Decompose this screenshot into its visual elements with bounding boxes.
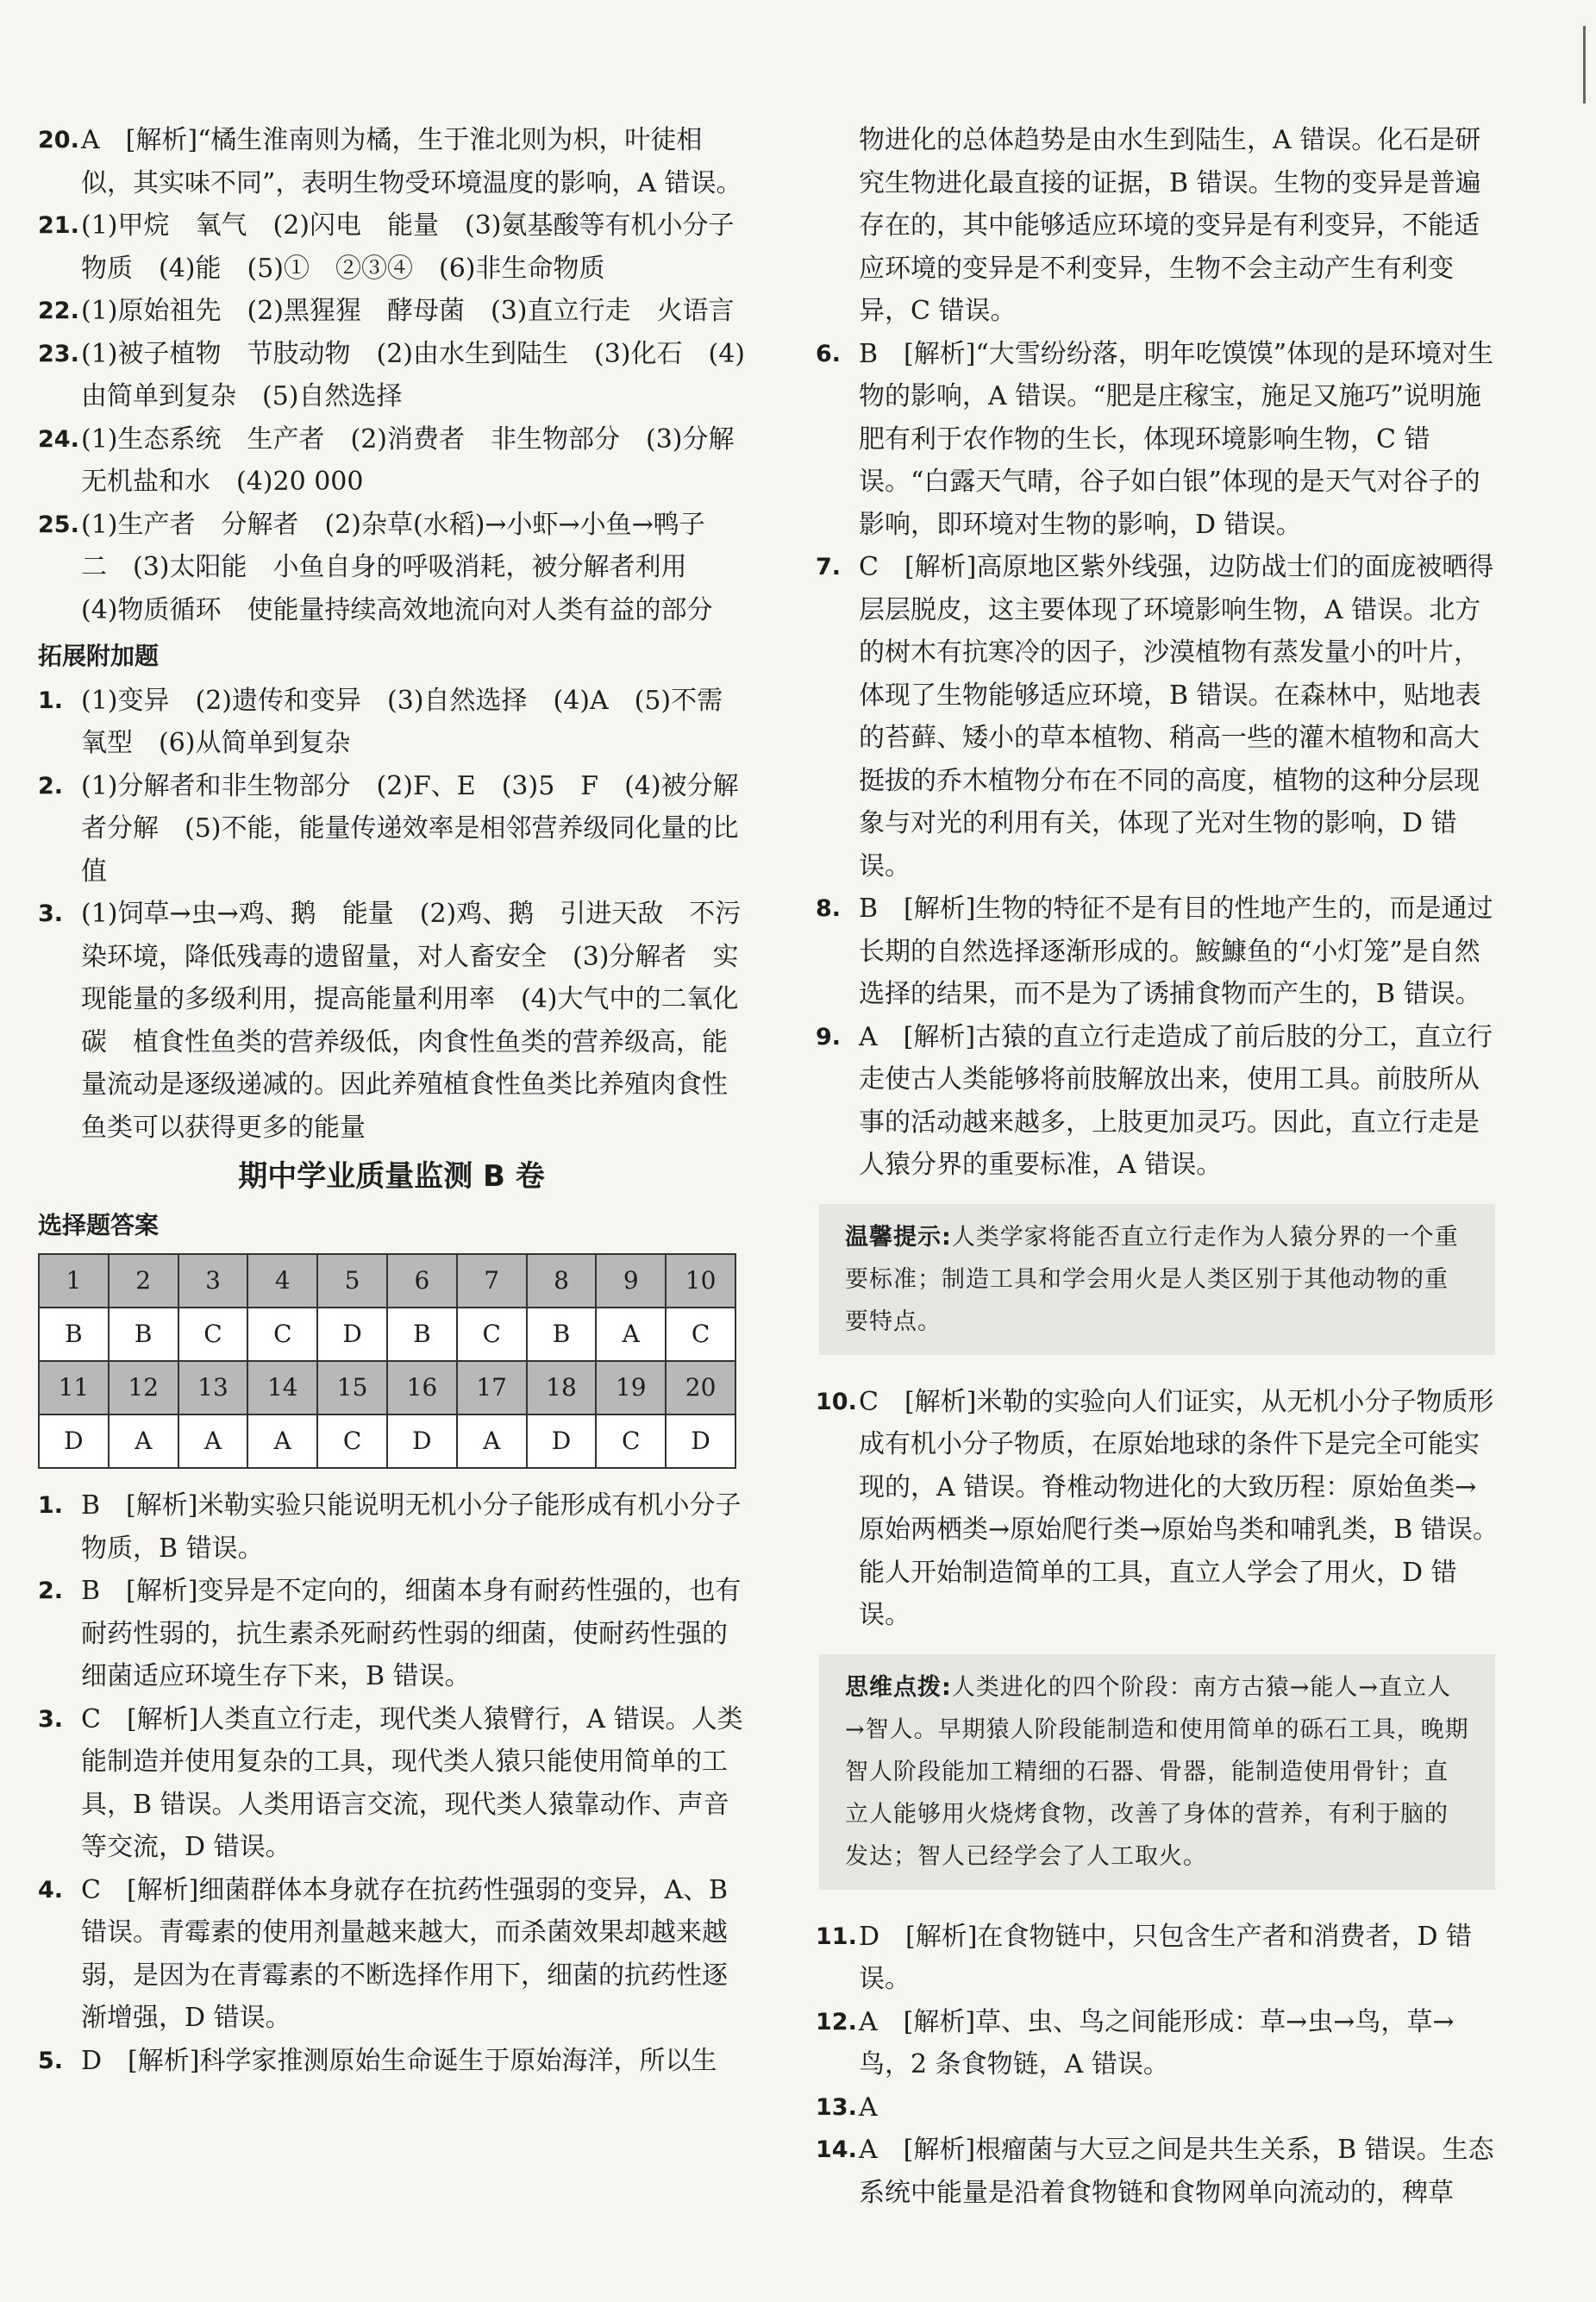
answer-table-number-row	[39, 1254, 735, 1308]
answer-table-answer-row	[39, 1414, 735, 1468]
answer-item: 22. (1)原始祖先 (2)黑猩猩 酵母菌 (3)直立行走 火语言	[38, 296, 735, 326]
answer-item: 1. (1)变异 (2)遗传和变异 (3)自然选择 (4)A (5)不需氧型 (6)从简单到复杂	[38, 685, 723, 758]
right-column	[816, 119, 1499, 2214]
continuation-text: 物进化的总体趋势是由水生到陆生，A 错误。化石是研究生物进化最直接的证据，B 错误。生物的变异是普遍存在的，其中能够适应环境的变异是有利变异，不能适应环境的变异是不利变异，生物不会主动产生有利变异，C 错误。	[859, 125, 1481, 326]
answer-item: 2. (1)分解者和非生物部分 (2)F、E (3)5 F (4)被分解者分解 (5)不能，能量传递效率是相邻营养级同化量的比值	[38, 770, 739, 887]
answer-cell: A	[457, 1414, 527, 1468]
answer-item: 3. C [解析]人类直立行走，现代类人猿臂行，A 错误。人类能制造并使用复杂的工具，现代类人猿只能使用简单的工具，B 错误。人类用语言交流，现代类人猿靠动作、声音等交流，D 错误。	[38, 1703, 743, 1862]
tip-label: 温馨提示:	[845, 1223, 952, 1251]
answer-cell: D	[317, 1308, 387, 1361]
answer-item: 23. (1)被子植物 节肢动物 (2)由水生到陆生 (3)化石 (4)由简单到复杂 (5)自然选择	[38, 338, 745, 411]
question-number-cell: 8	[527, 1254, 597, 1308]
answer-table-number-row	[39, 1361, 735, 1414]
answer-item: 14. A [解析]根瘤菌与大豆之间是共生关系，B 错误。生态系统中能量是沿着食物链和食物网单向流动的，稗草	[816, 2135, 1494, 2208]
section-title: 期中学业质量监测 B 卷	[238, 1159, 545, 1194]
answer-cell: D	[666, 1414, 735, 1468]
answer-item: 11. D [解析]在食物链中，只包含生产者和消费者，D 错误。	[816, 1921, 1473, 1994]
question-number-cell: 11	[39, 1361, 109, 1414]
answer-cell: C	[178, 1308, 248, 1361]
question-number-cell: 1	[39, 1254, 109, 1308]
answer-item: 9. A [解析]古猿的直立行走造成了前后肢的分工，直立行走使古人类能够将前肢解放出来，使用工具。前肢所从事的活动越来越多，上肢更加灵巧。因此，直立行走是人猿分界的重要标准，A 错误。	[816, 1021, 1493, 1180]
question-number-cell: 6	[387, 1254, 457, 1308]
answer-cell: C	[317, 1414, 387, 1468]
answer-cell: C	[457, 1308, 527, 1361]
answer-item: 5. D [解析]科学家推测原始生命诞生于原始海洋，所以生	[38, 2045, 717, 2076]
b-items	[38, 1484, 745, 2082]
question-number-cell: 17	[457, 1361, 527, 1414]
answer-item: 13. A	[816, 2092, 878, 2123]
answer-item: 10. C [解析]米勒的实验向人们证实，从无机小分子物质形成有机小分子物质，在原始地球的条件下是完全可能实现的，A 错误。脊椎动物进化的大致历程：原始鱼类→原始两栖类→原始爬行类→原始鸟类和哺乳类，B 错误。能人开始制造简单的工具，直立人学会了用火，D 错误。	[816, 1386, 1499, 1630]
answer-cell: B	[109, 1308, 178, 1361]
top-items	[38, 119, 760, 631]
answer-cell: D	[387, 1414, 457, 1468]
extra-items	[38, 680, 745, 1150]
extra-heading: 拓展附加题	[38, 642, 160, 670]
answer-item: 2. B [解析]变异是不定向的，细菌本身有耐药性强的，也有耐药性弱的，抗生素杀死耐药性弱的细菌，使耐药性强的细菌适应环境生存下来，B 错误。	[38, 1576, 742, 1691]
margin-mark	[1583, 26, 1586, 103]
answer-cell: C	[596, 1414, 666, 1468]
question-number-cell: 4	[247, 1254, 317, 1308]
answer-item: 8. B [解析]生物的特征不是有目的性地产生的，而是通过长期的自然选择逐渐形成的。鮟鱇鱼的“小灯笼”是自然选择的结果，而不是为了诱捕食物而产生的，B 错误。	[816, 894, 1493, 1009]
question-number-cell: 16	[387, 1361, 457, 1414]
answer-item: 20. A [解析]“橘生淮南则为橘，生于淮北则为枳，叶徒相似，其实味不同”，表明生物受环境温度的影响，A 错误。	[38, 125, 742, 198]
answer-item: 4. C [解析]细菌群体本身就存在抗药性强弱的变异，A、B错误。青霉素的使用剂量越来越大，而杀菌效果却越来越弱，是因为在青霉素的不断选择作用下，细菌的抗药性逐渐增强，D 错误。	[38, 1874, 729, 2033]
left-column	[38, 119, 760, 2082]
tip-text: 人类学家将能否直立行走作为人猿分界的一个重要标准；制造工具和学会用火是人类区别于其他动物的重要特点。	[845, 1223, 1459, 1335]
answer-item: 21. (1)甲烷 氧气 (2)闪电 能量 (3)氨基酸等有机小分子物质 (4)能 (5)① ②③④ (6)非生命物质	[38, 210, 735, 284]
answer-cell: A	[178, 1414, 248, 1468]
question-number-cell: 10	[666, 1254, 735, 1308]
answer-item: 6. B [解析]“大雪纷纷落，明年吃馍馍”体现的是环境对生物的影响，A 错误。“肥是庄稼宝，施足又施巧”说明施肥有利于农作物的生长，体现环境影响生物，C 错误。“白露天气晴，谷子如白银”体现的是天气对谷子的影响，即环境对生物的影响，D 错误。	[816, 338, 1494, 540]
tip-box-warm	[819, 1204, 1495, 1355]
answer-item: 25. (1)生产者 分解者 (2)杂草(水稻)→小虾→小鱼→鸭子 二 (3)太阳能 小鱼自身的呼吸消耗，被分解者利用 (4)物质循环 使能量持续高效地流向对人类有益的部分	[38, 509, 731, 625]
answer-cell: B	[527, 1308, 597, 1361]
answer-cell: B	[387, 1308, 457, 1361]
answer-item: 12. A [解析]草、虫、鸟之间能形成：草→虫→鸟，草→鸟，2 条食物链，A 错误。	[816, 2006, 1455, 2079]
question-number-cell: 3	[178, 1254, 248, 1308]
answer-cell: A	[596, 1308, 666, 1361]
question-number-cell: 9	[596, 1254, 666, 1308]
question-number-cell: 20	[666, 1361, 735, 1414]
answer-cell: D	[527, 1414, 597, 1468]
question-number-cell: 14	[247, 1361, 317, 1414]
question-number-cell: 7	[457, 1254, 527, 1308]
answer-cell: A	[109, 1414, 178, 1468]
answer-cell: A	[247, 1414, 317, 1468]
answer-cell: C	[247, 1308, 317, 1361]
answer-table-answer-row	[39, 1308, 735, 1361]
answer-cell: D	[39, 1414, 109, 1468]
answer-table-heading: 选择题答案	[38, 1210, 160, 1239]
tip-text: 人类进化的四个阶段：南方古猿→能人→直立人→智人。早期猿人阶段能制造和使用简单的砾石工具，晚期智人阶段能加工精细的石器、骨器，能制造使用骨针；直立人能够用火烧烤食物，改善了身体的营养，有利于脑的发达；智人已经学会了人工取火。	[845, 1673, 1469, 1870]
answer-item: 7. C [解析]高原地区紫外线强，边防战士们的面庞被晒得层层脱皮，这主要体现了环境影响生物，A 错误。北方的树木有抗寒冷的因子，沙漠植物有蒸发量小的叶片，体现了生物能够适应环境，B 错误。在森林中，贴地表的苔藓、矮小的草本植物、稍高一些的灌木植物和高大挺拔的乔木植物分布在不同的高度，植物的这种分层现象与对光的利用有关，体现了光对生物的影响，D 错误。	[816, 552, 1494, 881]
answer-item: 1. B [解析]米勒实验只能说明无机小分子能形成有机小分子物质，B 错误。	[38, 1490, 742, 1564]
question-number-cell: 5	[317, 1254, 387, 1308]
question-number-cell: 18	[527, 1361, 597, 1414]
answer-cell: C	[666, 1308, 735, 1361]
question-number-cell: 2	[109, 1254, 178, 1308]
question-number-cell: 15	[317, 1361, 387, 1414]
answer-item: 24. (1)生态系统 生产者 (2)消费者 非生物部分 (3)分解 无机盐和水 (4)20 000	[38, 423, 760, 497]
question-number-cell: 19	[596, 1361, 666, 1414]
answer-item: 3. (1)饲草→虫→鸡、鹅 能量 (2)鸡、鹅 引进天敌 不污染环境，降低残毒的遗留量，对人畜安全 (3)分解者 实现能量的多级利用，提高能量利用率 (4)大气中的二氧化碳 植食性鱼类的营养级低，肉食性鱼类的营养级高，能量流动是逐级递减的。因此养殖植食性鱼类比养殖肉食性鱼类可以获得更多的能量	[38, 899, 742, 1143]
tip-box-thinking	[819, 1654, 1495, 1890]
answer-cell: B	[39, 1308, 109, 1361]
answer-table	[38, 1253, 736, 1469]
tip-label: 思维点拨:	[845, 1673, 952, 1701]
question-number-cell: 13	[178, 1361, 248, 1414]
question-number-cell: 12	[109, 1361, 178, 1414]
